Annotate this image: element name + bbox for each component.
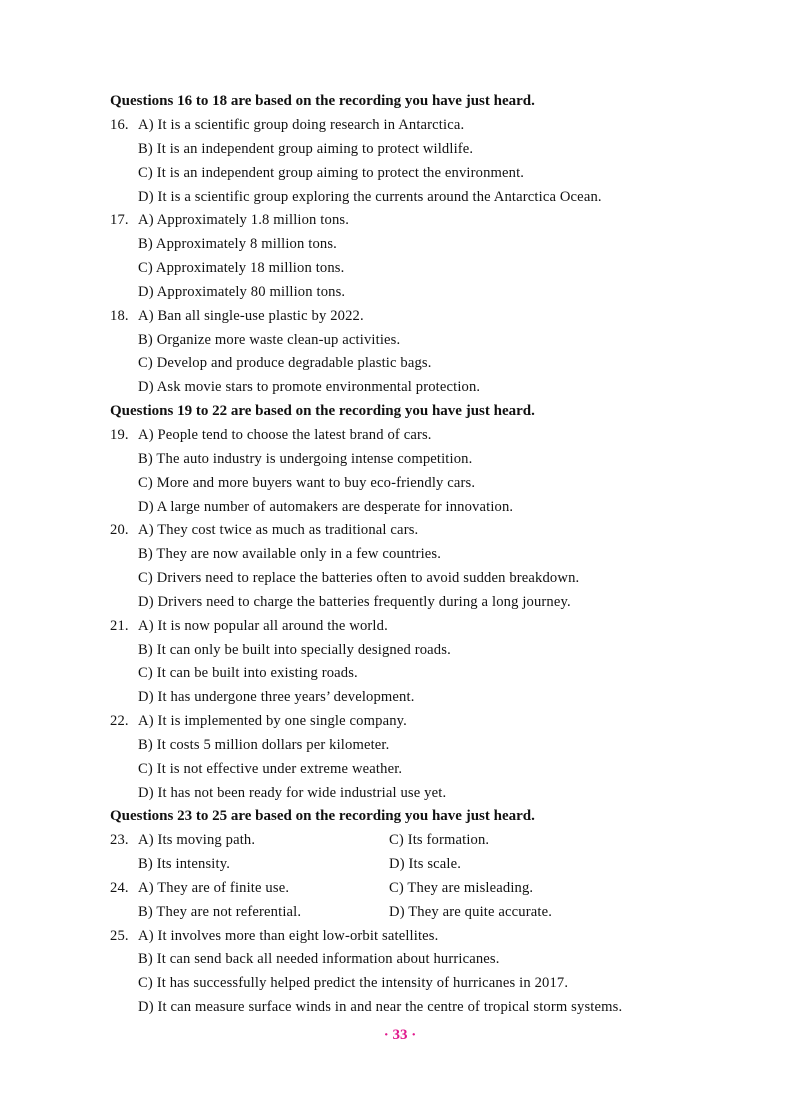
option-a: A) It is implemented by one single company. (138, 713, 407, 729)
option-d: D) It has not been ready for wide industrial use yet. (138, 785, 447, 801)
option-a: A) They cost twice as much as traditional cars. (138, 522, 419, 538)
option-d: D) They are quite accurate. (389, 904, 553, 920)
option-b: B) It can send back all needed information about hurricanes. (138, 951, 500, 967)
option-c: C) It has successfully helped predict the intensity of hurricanes in 2017. (138, 975, 569, 991)
option-b: B) It costs 5 million dollars per kilometer. (138, 737, 390, 753)
option-d: D) Its scale. (389, 856, 462, 872)
option-c: C) It can be built into existing roads. (138, 665, 358, 681)
question-number: 17. (110, 212, 129, 228)
option-c: C) They are misleading. (389, 880, 534, 896)
option-a: A) Ban all single-use plastic by 2022. (138, 308, 364, 324)
option-c: C) Approximately 18 million tons. (138, 260, 345, 276)
question-number: 20. (110, 522, 129, 538)
option-c: C) Its formation. (389, 832, 490, 848)
section-header: Questions 23 to 25 are based on the recording you have just heard. (110, 808, 535, 824)
option-a: A) It involves more than eight low-orbit satellites. (138, 928, 439, 944)
option-c: C) It is an independent group aiming to protect the environment. (138, 165, 525, 181)
section-header: Questions 16 to 18 are based on the recording you have just heard. (110, 93, 535, 109)
question-number: 19. (110, 427, 129, 443)
page-number-dot: · (411, 1027, 417, 1043)
option-b: B) They are now available only in a few countries. (138, 546, 442, 562)
option-c: C) It is not effective under extreme weather. (138, 761, 403, 777)
option-a: A) People tend to choose the latest brand of cars. (138, 427, 432, 443)
option-b: B) They are not referential. (138, 904, 302, 920)
option-d: D) Approximately 80 million tons. (138, 284, 346, 300)
section-header: Questions 19 to 22 are based on the recording you have just heard. (110, 403, 535, 419)
option-d: D) It has undergone three years’ development. (138, 689, 415, 705)
option-c: C) Develop and produce degradable plastic bags. (138, 355, 432, 371)
page-number-dot: · (383, 1027, 389, 1043)
option-b: B) Approximately 8 million tons. (138, 236, 337, 252)
option-a: A) They are of finite use. (138, 880, 290, 896)
option-c: C) Drivers need to replace the batteries often to avoid sudden breakdown. (138, 570, 580, 586)
question-number: 23. (110, 832, 129, 848)
question-number: 21. (110, 618, 129, 634)
option-d: D) It can measure surface winds in and near the centre of tropical storm systems. (138, 999, 623, 1015)
option-a: A) Approximately 1.8 million tons. (138, 212, 350, 228)
option-a: A) It is a scientific group doing research in Antarctica. (138, 117, 465, 133)
option-b: B) It is an independent group aiming to protect wildlife. (138, 141, 474, 157)
option-d: D) Ask movie stars to promote environmental protection. (138, 379, 481, 395)
page-number: 33 (392, 1027, 408, 1043)
option-d: D) Drivers need to charge the batteries frequently during a long journey. (138, 594, 571, 610)
question-number: 22. (110, 713, 129, 729)
option-a: A) It is now popular all around the world. (138, 618, 388, 634)
option-b: B) Its intensity. (138, 856, 231, 872)
page-footer (0, 1027, 800, 1044)
question-number: 16. (110, 117, 129, 133)
option-d: D) A large number of automakers are desperate for innovation. (138, 499, 514, 515)
option-b: B) It can only be built into specially designed roads. (138, 642, 451, 658)
option-a: A) Its moving path. (138, 832, 256, 848)
option-d: D) It is a scientific group exploring the currents around the Antarctica Ocean. (138, 189, 602, 205)
option-b: B) The auto industry is undergoing intense competition. (138, 451, 473, 467)
option-c: C) More and more buyers want to buy eco-friendly cars. (138, 475, 476, 491)
question-number: 25. (110, 928, 129, 944)
question-number: 24. (110, 880, 129, 896)
option-b: B) Organize more waste clean-up activities. (138, 332, 401, 348)
question-number: 18. (110, 308, 129, 324)
